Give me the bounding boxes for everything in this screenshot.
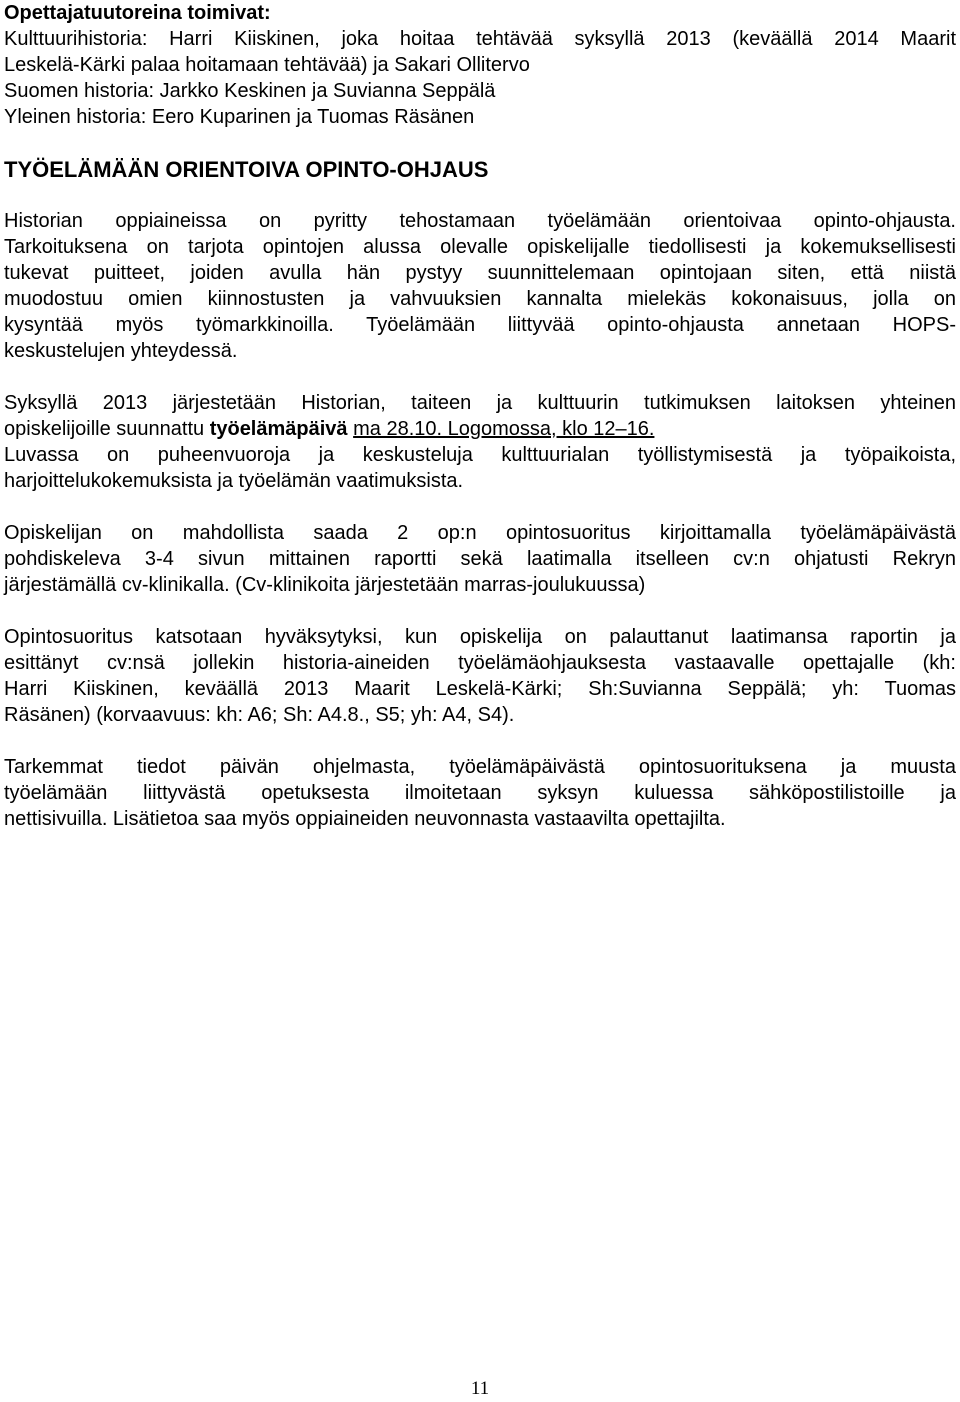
event-line <box>4 416 956 442</box>
tutors-line: Kulttuurihistoria: Harri Kiiskinen, joka hoitaa tehtävää syksyllä 2013 (keväällä 2014 Maarit <box>4 28 956 50</box>
event-name: työelämäpäivä <box>209 418 348 440</box>
paragraph-line: Syksyllä 2013 järjestetään Historian, taiteen ja kulttuurin tutkimuksen laitoksen yhteinen <box>4 392 956 414</box>
page-number: 11 <box>470 1378 490 1399</box>
event-text: opiskelijoille suunnattu <box>4 418 210 440</box>
paragraph-line: Opintosuoritus katsotaan hyväksytyksi, kun opiskelija on palauttanut laatimansa raportin ja <box>4 626 956 648</box>
paragraph-line: Tarkemmat tiedot päivän ohjelmasta, työelämäpäivästä opintosuorituksena ja muusta <box>4 756 956 778</box>
document-page <box>4 0 956 832</box>
paragraph-gap <box>4 364 956 390</box>
tutors-line: Suomen historia: Jarkko Keskinen ja Suvianna Seppälä <box>4 80 496 102</box>
paragraph-line: muodostuu omien kiinnostusten ja vahvuuksien kannalta mielekäs kokonaisuus, jolla on <box>4 288 956 310</box>
paragraph-event <box>4 390 956 494</box>
paragraph-line: Tarkoituksena on tarjota opintojen alussa olevalle opiskelijalle tiedollisesti ja kokemuksellisesti <box>4 236 956 258</box>
paragraph-line: pohdiskeleva 3-4 sivun mittainen raportti sekä laatimalla itselleen cv:n ohjatusti Rekryn <box>4 548 956 570</box>
paragraph-line: keskustelujen yhteydessä. <box>4 340 238 362</box>
paragraph-line: nettisivuilla. Lisätietoa saa myös oppiaineiden neuvonnasta vastaavilta opettajilta. <box>4 808 726 830</box>
paragraph-line: järjestämällä cv-klinikalla. (Cv-klinikoita järjestetään marras-joulukuussa) <box>4 574 646 596</box>
paragraph-approval <box>4 624 956 728</box>
paragraph-line: Historian oppiaineissa on pyritty tehostamaan työelämään orientoivaa opinto-ohjausta. <box>4 210 956 232</box>
tutors-title: Opettajatuutoreina toimivat: <box>4 2 271 24</box>
tutors-line: Leskelä-Kärki palaa hoitamaan tehtävää) ja Sakari Ollitervo <box>4 54 530 76</box>
paragraph-line: Luvassa on puheenvuoroja ja keskusteluja kulttuurialan työllistymisestä ja työpaikoista, <box>4 444 956 466</box>
paragraph-line: kysyntää myös työmarkkinoilla. Työelämään liittyvää opinto-ohjausta annetaan HOPS- <box>4 314 956 336</box>
tutors-line: Yleinen historia: Eero Kuparinen ja Tuomas Räsänen <box>4 106 475 128</box>
paragraph-line: tukevat puitteet, joiden avulla hän pystyy suunnittelemaan opintojaan siten, että niistä <box>4 262 956 284</box>
section-heading: TYÖELÄMÄÄN ORIENTOIVA OPINTO-OHJAUS <box>4 157 489 182</box>
paragraph-gap <box>4 494 956 520</box>
paragraph-intro <box>4 208 956 364</box>
paragraph-line: työelämään liittyvästä opetuksesta ilmoitetaan syksyn kuluessa sähköpostilistoille ja <box>4 782 956 804</box>
paragraph-more-info <box>4 754 956 832</box>
paragraph-line: Opiskelijan on mahdollista saada 2 op:n opintosuoritus kirjoittamalla työelämäpäivästä <box>4 522 956 544</box>
paragraph-credits <box>4 520 956 598</box>
paragraph-gap <box>4 598 956 624</box>
event-date-location: ma 28.10. Logomossa, klo 12–16. <box>353 418 655 440</box>
paragraph-gap <box>4 728 956 754</box>
paragraph-line: Räsänen) (korvaavuus: kh: A6; Sh: A4.8., S5; yh: A4, S4). <box>4 704 515 726</box>
paragraph-line: esittänyt cv:nsä jollekin historia-aineiden työelämäohjauksesta vastaavalle opettajalle (kh: <box>4 652 956 674</box>
paragraph-line: Harri Kiiskinen, keväällä 2013 Maarit Leskelä-Kärki; Sh:Suvianna Seppälä; yh: Tuomas <box>4 678 956 700</box>
paragraph-line: harjoittelukokemuksista ja työelämän vaatimuksista. <box>4 470 464 492</box>
